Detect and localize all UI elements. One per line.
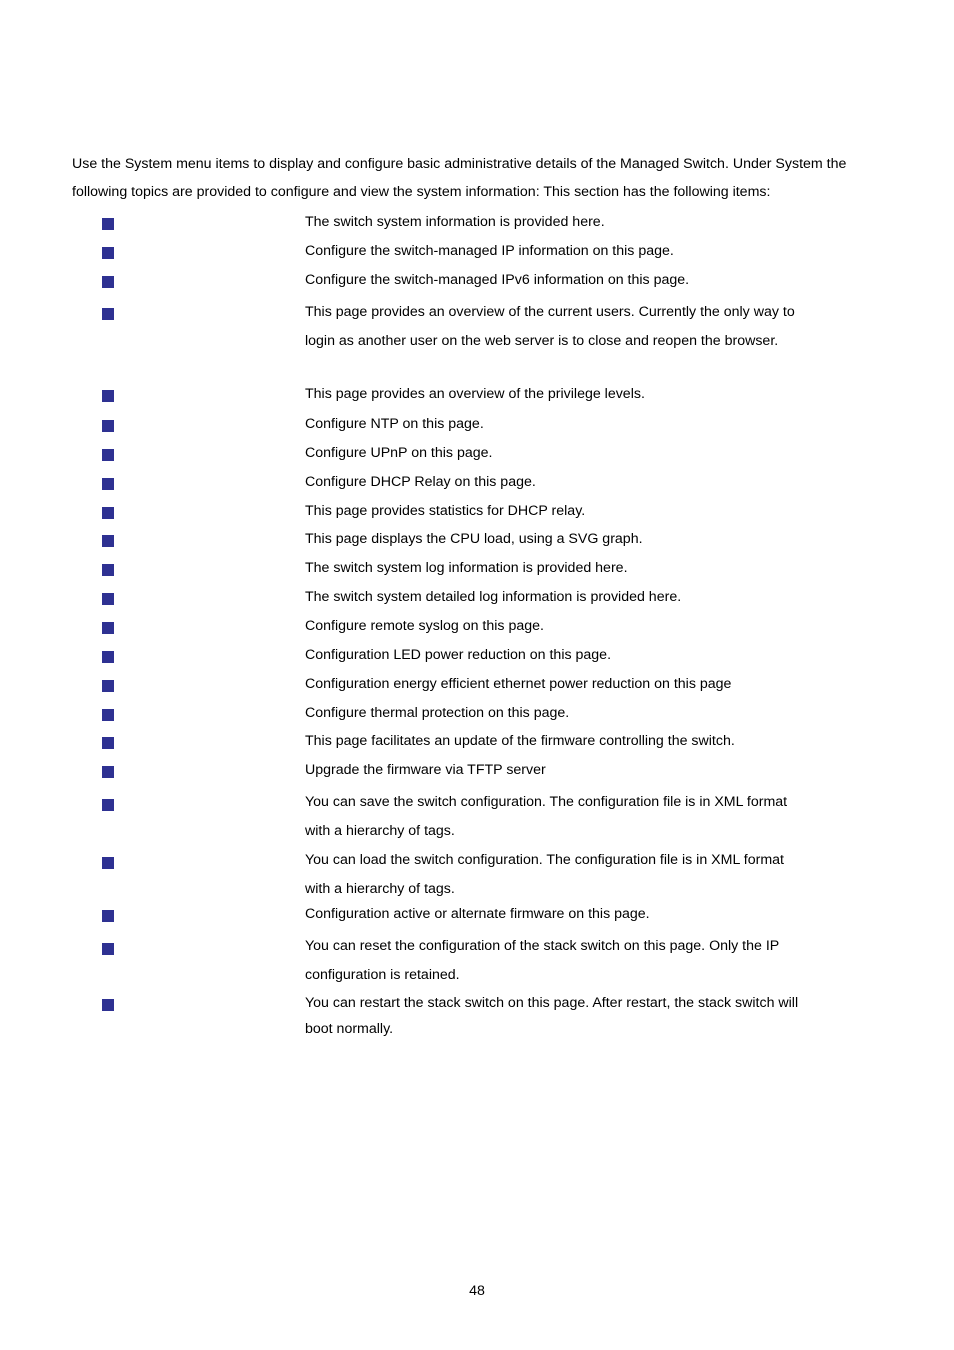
square-bullet-icon [102, 420, 114, 432]
square-bullet-icon [102, 799, 114, 811]
item-description: Configure UPnP on this page. [305, 445, 493, 461]
square-bullet-icon [102, 910, 114, 922]
square-bullet-icon [102, 680, 114, 692]
item-description: The switch system information is provided here. [305, 214, 605, 230]
square-bullet-icon [102, 449, 114, 461]
item-description: This page provides an overview of the privilege levels. [305, 386, 645, 402]
item-description: Upgrade the firmware via TFTP server [305, 762, 546, 778]
item-description: This page provides an overview of the current users. Currently the only way to login as another user on the web server is to close and reopen the browser. [305, 304, 795, 349]
page-number: 48 [469, 1283, 485, 1299]
square-bullet-icon [102, 857, 114, 869]
square-bullet-icon [102, 709, 114, 721]
square-bullet-icon [102, 766, 114, 778]
square-bullet-icon [102, 651, 114, 663]
square-bullet-icon [102, 308, 114, 320]
item-description: You can load the switch configuration. The configuration file is in XML format with a hierarchy of tags. [305, 852, 784, 897]
square-bullet-icon [102, 999, 114, 1011]
square-bullet-icon [102, 622, 114, 634]
intro-paragraph: Use the System menu items to display and configure basic administrative details of the Managed Switch. Under System the following topics are provided to configure and view the system information: This section has the following items: [72, 156, 847, 200]
item-description: This page facilitates an update of the firmware controlling the switch. [305, 733, 735, 749]
square-bullet-icon [102, 943, 114, 955]
item-description: Configure DHCP Relay on this page. [305, 474, 536, 490]
square-bullet-icon [102, 276, 114, 288]
item-description: You can save the switch configuration. The configuration file is in XML format with a hierarchy of tags. [305, 794, 788, 839]
item-description: Configure the switch-managed IPv6 information on this page. [305, 272, 690, 288]
item-description: Configuration LED power reduction on this page. [305, 647, 612, 663]
square-bullet-icon [102, 593, 114, 605]
item-description: Configure NTP on this page. [305, 416, 484, 432]
square-bullet-icon [102, 507, 114, 519]
item-description: You can reset the configuration of the stack switch on this page. Only the IP configuration is retained. [305, 938, 779, 983]
item-description: The switch system log information is provided here. [305, 560, 628, 576]
item-description: Configuration active or alternate firmware on this page. [305, 906, 650, 922]
square-bullet-icon [102, 478, 114, 490]
square-bullet-icon [102, 737, 114, 749]
item-description: The switch system detailed log information is provided here. [305, 589, 682, 605]
item-description: You can restart the stack switch on this page. After restart, the stack switch will boot normally. [305, 995, 799, 1037]
square-bullet-icon [102, 390, 114, 402]
item-description: This page provides statistics for DHCP relay. [305, 503, 586, 519]
item-description: Configure thermal protection on this page. [305, 705, 570, 721]
item-description: Configure the switch-managed IP information on this page. [305, 243, 674, 259]
item-description: Configure remote syslog on this page. [305, 618, 544, 634]
square-bullet-icon [102, 564, 114, 576]
square-bullet-icon [102, 247, 114, 259]
square-bullet-icon [102, 218, 114, 230]
item-description: This page displays the CPU load, using a SVG graph. [305, 531, 643, 547]
square-bullet-icon [102, 535, 114, 547]
item-description: Configuration energy efficient ethernet power reduction on this page [305, 676, 732, 692]
